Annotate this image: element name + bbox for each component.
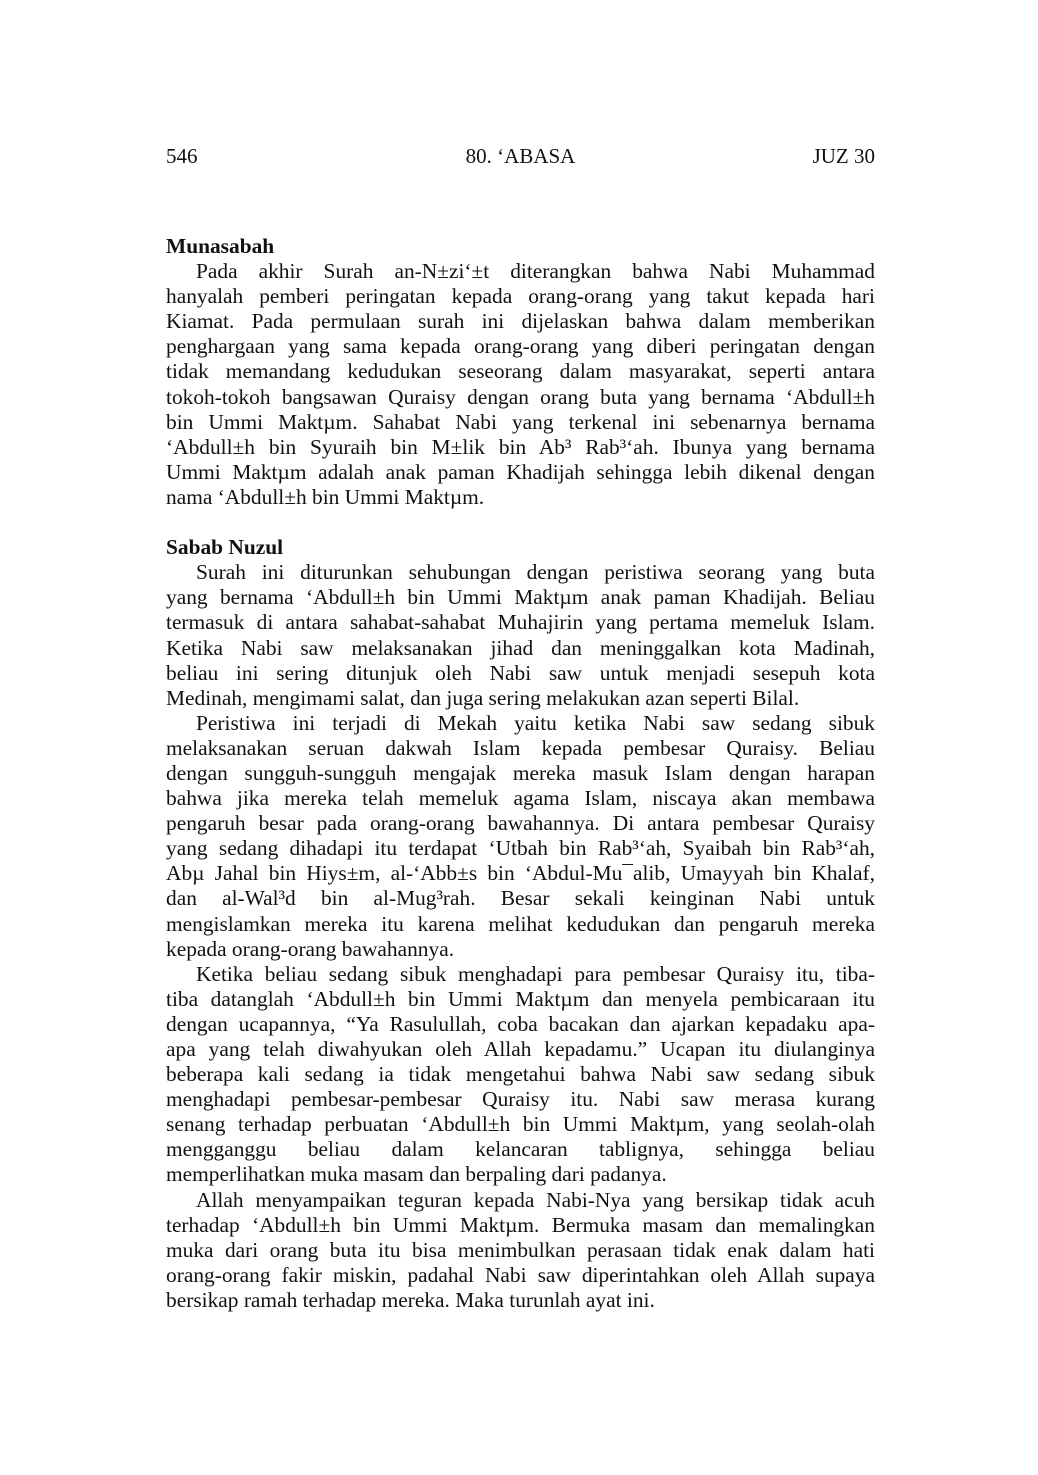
text-line: mengganggu beliau dalam kelancaran tablignya, sehingga beliau (166, 1137, 875, 1162)
text-line: pengaruh besar pada orang-orang bawahannya. Di antara pembesar Quraisy (166, 811, 875, 836)
section-munasabah (166, 234, 875, 510)
section-heading: Sabab Nuzul (166, 535, 284, 560)
text-line: menghadapi pembesar-pembesar Quraisy itu. Nabi saw merasa kurang (166, 1087, 875, 1112)
paragraph (166, 259, 875, 510)
text-line: tidak memandang kedudukan seseorang dalam masyarakat, seperti antara (166, 359, 875, 384)
text-line: dengan sungguh-sungguh mengajak mereka masuk Islam dengan harapan (166, 760, 875, 785)
text-line: dengan ucapannya, “Ya Rasulullah, coba bacakan dan ajarkan kepadaku apa- (166, 1011, 875, 1036)
text-line: beliau ini sering ditunjuk oleh Nabi saw untuk menjadi sesepuh kota (166, 660, 875, 685)
text-line: Ketika beliau sedang sibuk menghadapi para pembesar Quraisy itu, tiba- (196, 961, 875, 986)
text-line: Ummi Maktµm adalah anak paman Khadijah sehingga lebih dikenal dengan (166, 459, 875, 484)
text-line: ‘Abdull±h bin Syuraih bin M±lik bin Ab³ Rab³‘ah. Ibunya yang bernama (166, 434, 875, 459)
page-body (166, 234, 875, 1313)
text-line: Ketika Nabi saw melaksanakan jihad dan meninggalkan kota Madinah, (166, 635, 875, 660)
text-line: terhadap ‘Abdull±h bin Ummi Maktµm. Bermuka masam dan memalingkan (166, 1212, 875, 1237)
text-line: dan al-Wal³d bin al-Mug³rah. Besar sekali keinginan Nabi untuk (166, 886, 875, 911)
section-sabab-nuzul (166, 535, 875, 1313)
text-line: beberapa kali sedang ia tidak mengetahui bahwa Nabi saw sedang sibuk (166, 1062, 875, 1087)
text-line: Peristiwa ini terjadi di Mekah yaitu ketika Nabi saw sedang sibuk (196, 710, 875, 735)
text-line: Abµ Jahal bin Hiys±m, al-‘Abb±s bin ‘Abdul-Mu¯alib, Umayyah bin Khalaf, (166, 861, 875, 886)
paragraph (166, 962, 875, 1188)
text-line: muka dari orang buta itu bisa menimbulkan perasaan tidak enak dalam hati (166, 1237, 875, 1262)
chapter-title: 80. ‘ABASA (465, 144, 576, 168)
text-line: Medinah, mengimami salat, dan juga sering melakukan azan seperti Bilal. (166, 685, 800, 710)
text-line: melaksanakan seruan dakwah Islam kepada pembesar Quraisy. Beliau (166, 735, 875, 760)
text-line: Allah menyampaikan teguran kepada Nabi-Nya yang bersikap tidak acuh (196, 1187, 875, 1212)
text-line: termasuk di antara sahabat-sahabat Muhajirin yang pertama memeluk Islam. (166, 610, 875, 635)
paragraph (166, 560, 875, 711)
text-line: tokoh-tokoh bangsawan Quraisy dengan orang buta yang bernama ‘Abdull±h (166, 384, 875, 409)
text-line: nama ‘Abdull±h bin Ummi Maktµm. (166, 484, 485, 509)
juz-label: JUZ 30 (812, 144, 875, 168)
text-line: hanyalah pemberi peringatan kepada orang-orang yang takut kepada hari (166, 284, 875, 309)
text-line: Kiamat. Pada permulaan surah ini dijelaskan bahwa dalam memberikan (166, 309, 875, 334)
section-heading: Munasabah (166, 234, 275, 258)
text-line: apa yang telah diwahyukan oleh Allah kepadamu.” Ucapan itu diulanginya (166, 1037, 875, 1061)
page-number: 546 (166, 144, 198, 168)
text-line: Surah ini diturunkan sehubungan dengan peristiwa seorang yang buta (196, 560, 875, 585)
text-line: bersikap ramah terhadap mereka. Maka turunlah ayat ini. (166, 1287, 655, 1312)
text-line: Pada akhir Surah an-N±zi‘±t diterangkan bahwa Nabi Muhammad (196, 259, 875, 284)
text-line: bin Ummi Maktµm. Sahabat Nabi yang terkenal ini sebenarnya bernama (166, 409, 875, 434)
text-line: mengislamkan mereka itu karena melihat kedudukan dan pengaruh mereka (166, 911, 875, 936)
text-line: kepada orang-orang bawahannya. (166, 936, 455, 961)
text-line: memperlihatkan muka masam dan berpaling dari padanya. (166, 1162, 667, 1187)
text-line: bahwa jika mereka telah memeluk agama Islam, niscaya akan membawa (166, 786, 875, 811)
text-line: penghargaan yang sama kepada orang-orang yang diberi peringatan dengan (166, 334, 875, 359)
paragraph (166, 1188, 875, 1313)
text-line: yang bernama ‘Abdull±h bin Ummi Maktµm anak paman Khadijah. Beliau (166, 585, 875, 610)
text-line: yang sedang dihadapi itu terdapat ‘Utbah bin Rab³‘ah, Syaibah bin Rab³‘ah, (166, 836, 875, 861)
running-header (166, 144, 875, 172)
paragraph (166, 711, 875, 962)
text-line: senang terhadap perbuatan ‘Abdull±h bin Ummi Maktµm, yang seolah-olah (166, 1112, 875, 1137)
text-line: tiba datanglah ‘Abdull±h bin Ummi Maktµm dan menyela pembicaraan itu (166, 986, 875, 1011)
text-line: orang-orang fakir miskin, padahal Nabi saw diperintahkan oleh Allah supaya (166, 1262, 875, 1287)
